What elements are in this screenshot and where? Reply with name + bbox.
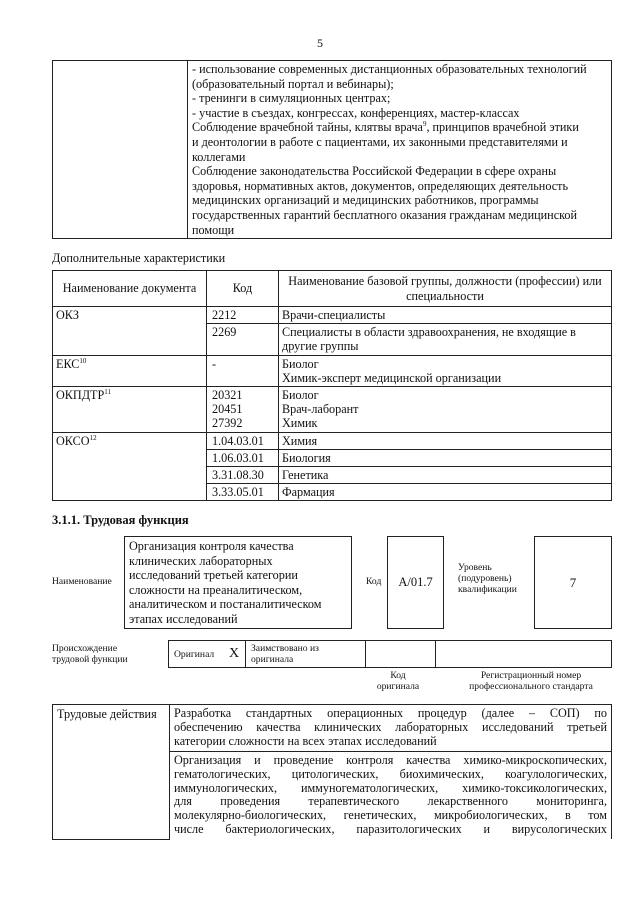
borrowed-label: Заимствовано из оригинала <box>251 643 319 665</box>
code-cell: 1.06.03.01 <box>207 449 279 466</box>
footnote-ref: 10 <box>79 356 87 365</box>
top-continuation-table <box>52 60 612 239</box>
code-cell: 3.31.08.30 <box>207 467 279 484</box>
doc-eks: ЕКС$^{10}$ <box>53 355 207 386</box>
labor-function-name-box: Организация контроля качества клинических лабораторных исследований третьей категории сложности на преаналитическом, аналитическом и постаналитическом этапах исследований <box>124 536 352 629</box>
code-box <box>387 536 444 629</box>
code-label: Код <box>366 576 382 587</box>
name-cell: Химия <box>279 432 612 449</box>
requirements-cell <box>188 61 612 239</box>
name-cell: Фармация <box>279 484 612 501</box>
header-group-name: Наименование базовой группы, должности (профессии) или специальности <box>279 271 612 307</box>
header-document: Наименование документа <box>53 271 207 307</box>
text-line: помощи <box>192 222 235 237</box>
labor-actions-label: Трудовые действия <box>53 705 170 840</box>
code-cell: - <box>207 355 279 386</box>
characteristics-table <box>52 270 612 501</box>
text-line-with-footnote: Соблюдение врачебной тайны, клятвы врача$^9$, принципов врачебной этики <box>192 120 579 135</box>
code-value: A/01.7 <box>398 575 433 589</box>
level-value: 7 <box>569 575 577 590</box>
origin-label: Происхождение трудовой функции <box>52 643 128 665</box>
text-line: государственных гарантий бесплатного оказания гражданам медицинской <box>192 207 578 222</box>
text-line: здоровья, нормативных актов, документов, определяющих деятельность <box>192 178 569 193</box>
section-heading: 3.1.1. Трудовая функция <box>52 513 189 527</box>
text-line: Соблюдение законодательства Российской Федерации в сфере охраны <box>192 164 557 179</box>
text-line: медицинских организаций и медицинских работников, программы <box>192 193 539 208</box>
code-cell: 2212 <box>207 307 279 324</box>
name-cell: Биолог Химик-эксперт медицинской организации <box>279 355 612 386</box>
original-label: Оригинал <box>174 649 215 660</box>
action-cell: Организация и проведение контроля качества химико-микроскопических, гематологических, цитологических, биохимических, коагулологических, иммунологических, иммуногематологических, химико-токсикологических, для проведения терапевтического лекарственного мониторинга, молекулярно-биологических, генетических, микробиологических, в том числе бактериологических, паразитологических и вирусологических <box>170 751 612 839</box>
text-line: и деонтологии в работе с пациентами, их законными представителями и <box>192 134 568 149</box>
text-line: коллегами <box>192 149 246 164</box>
level-label: Уровень (подуровень) квалификации <box>458 562 517 595</box>
original-mark: X <box>229 646 240 661</box>
name-cell: Генетика <box>279 467 612 484</box>
name-label: Наименование <box>52 576 112 587</box>
doc-okz: ОКЗ <box>53 307 207 356</box>
footnote-ref: 9 <box>422 120 427 129</box>
header-code: Код <box>207 271 279 307</box>
reg-number-caption: Регистрационный номер профессионального стандарта <box>469 670 593 692</box>
code-cell: 20321 20451 27392 <box>207 387 279 433</box>
code-cell: 3.33.05.01 <box>207 484 279 501</box>
name-cell: Врачи-специалисты <box>279 307 612 324</box>
code-cell: 1.04.03.01 <box>207 432 279 449</box>
action-cell: Разработка стандартных операционных процедур (далее – СОП) по обеспечению качества клинических лабораторных исследований третьей категории сложности на всех этапах исследований <box>170 705 612 752</box>
name-cell: Биолог Врач-лаборант Химик <box>279 387 612 433</box>
level-box <box>534 536 612 629</box>
text-line: (образовательный портал и вебинары); <box>192 76 394 91</box>
doc-okso: ОКСО$^{12}$ <box>53 432 207 501</box>
labor-actions-table <box>52 704 612 840</box>
origin-row <box>168 640 612 668</box>
doc-okpdtr: ОКПДТР$^{11}$ <box>53 387 207 433</box>
text-line: - использование современных дистанционных образовательных технологий <box>192 62 587 76</box>
footnote-ref: 11 <box>104 387 112 396</box>
name-cell: Биология <box>279 449 612 466</box>
additional-characteristics-title: Дополнительные характеристики <box>52 251 226 265</box>
text-line: - участие в съездах, конгрессах, конференциях, мастер-классах <box>192 105 520 120</box>
name-cell: Специалисты в области здравоохранения, не входящие в другие группы <box>279 324 612 355</box>
page-number: 5 <box>317 36 323 50</box>
empty-label-cell <box>53 61 188 239</box>
code-cell: 2269 <box>207 324 279 355</box>
code-original-caption: Код оригинала <box>376 670 420 692</box>
footnote-ref: 12 <box>89 433 97 442</box>
text-line: - тренинги в симуляционных центрах; <box>192 91 391 106</box>
